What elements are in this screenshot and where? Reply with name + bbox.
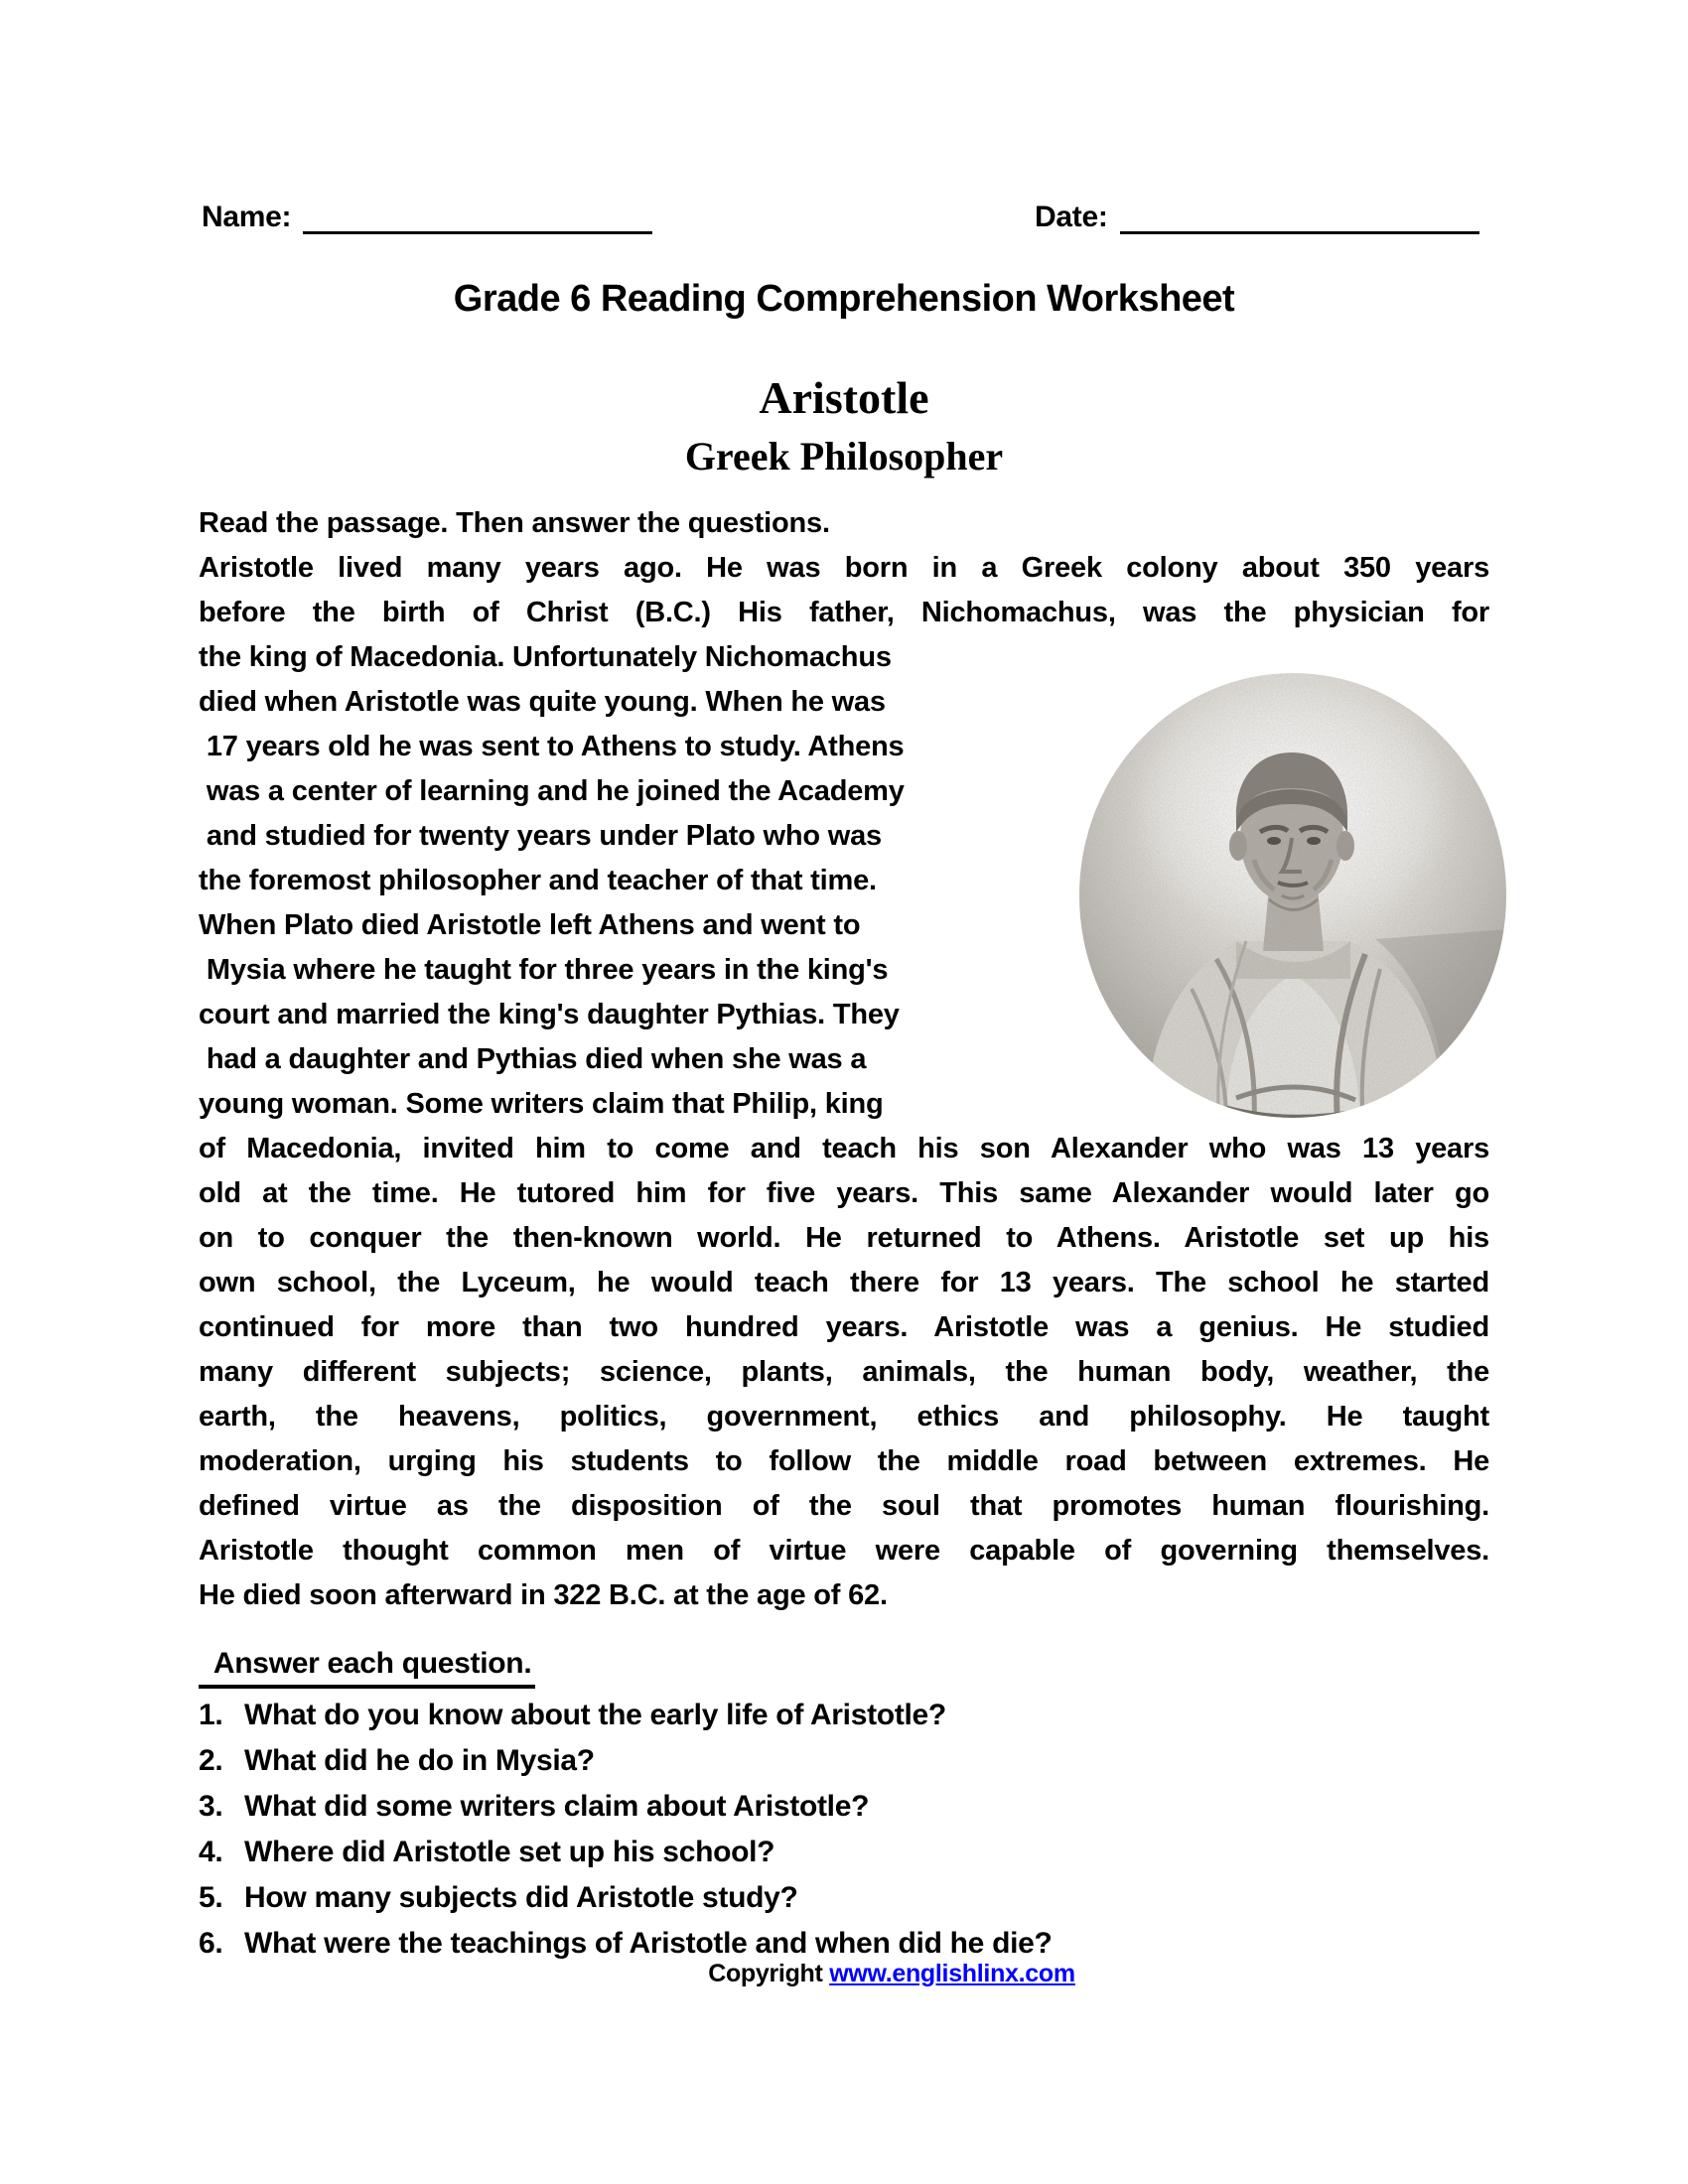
passage-line: young woman. Some writers claim that Philip, king <box>199 1088 884 1120</box>
passage-line: died when Aristotle was quite young. When he was <box>199 686 886 718</box>
question-row-5 <box>199 1875 1489 1921</box>
passage-line: When Plato died Aristotle left Athens and went to <box>199 909 861 941</box>
copyright-link[interactable]: www.englishlinx.com <box>829 1960 1075 1987</box>
question-row-2 <box>199 1738 1489 1784</box>
question-number: 3. <box>199 1790 223 1823</box>
date-field-block <box>1035 201 1479 234</box>
question-number: 5. <box>199 1881 223 1914</box>
passage-line: of Macedonia, invited him to come and teach his son Alexander who was 13 years <box>199 1133 1489 1164</box>
answer-heading: Answer each question. <box>199 1643 535 1689</box>
passage-title: Aristotle <box>759 372 929 423</box>
question-text: Where did Aristotle set up his school? <box>244 1836 775 1868</box>
question-text: What did he do in Mysia? <box>244 1744 595 1777</box>
passage-line: He died soon afterward in 322 B.C. at the age of 62. <box>199 1579 888 1611</box>
worksheet-title: Grade 6 Reading Comprehension Worksheet <box>453 278 1235 320</box>
passage-instructions: Read the passage. Then answer the questions. <box>199 507 830 539</box>
passage-subtitle: Greek Philosopher <box>684 434 1004 478</box>
question-row-1 <box>199 1693 1489 1738</box>
copyright-label: Copyright <box>708 1960 823 1987</box>
name-field-block <box>202 201 652 234</box>
name-label: Name: <box>202 201 292 233</box>
question-row-3 <box>199 1784 1489 1830</box>
question-text: What were the teachings of Aristotle and when did he die? <box>244 1927 1053 1960</box>
date-blank-line <box>1120 202 1479 234</box>
date-label: Date: <box>1035 201 1108 233</box>
question-number: 1. <box>199 1699 223 1731</box>
question-number: 6. <box>199 1927 223 1960</box>
passage-line: earth, the heavens, politics, government, ethics and philosophy. He taught <box>199 1401 1489 1433</box>
passage-line: court and married the king's daughter Pythias. They <box>199 999 900 1030</box>
passage-line: the foremost philosopher and teacher of that time. <box>199 865 877 896</box>
question-number: 4. <box>199 1836 223 1868</box>
questions-section <box>199 1643 1489 1967</box>
passage-line: on to conquer the then-known world. He returned to Athens. Aristotle set up his <box>199 1222 1489 1254</box>
question-number: 2. <box>199 1744 223 1777</box>
aristotle-portrait-image <box>1077 671 1509 1120</box>
passage-line: old at the time. He tutored him for five years. This same Alexander would later go <box>199 1177 1489 1209</box>
passage-line: had a daughter and Pythias died when she was a <box>199 1043 867 1075</box>
passage-line: continued for more than two hundred years. Aristotle was a genius. He studied <box>199 1311 1489 1343</box>
question-text: What did some writers claim about Aristotle? <box>244 1790 870 1823</box>
question-row-4 <box>199 1830 1489 1875</box>
passage-line: before the birth of Christ (B.C.) His father, Nichomachus, was the physician for <box>199 597 1489 628</box>
passage-line: Aristotle thought common men of virtue were capable of governing themselves. <box>199 1535 1489 1567</box>
aristotle-bust-engraving-icon <box>1077 671 1509 1120</box>
passage-line: and studied for twenty years under Plato who was <box>199 820 882 852</box>
passage-line: moderation, urging his students to follow the middle road between extremes. He <box>199 1445 1489 1477</box>
passage-line: the king of Macedonia. Unfortunately Nichomachus <box>199 641 892 673</box>
question-text: What do you know about the early life of Aristotle? <box>244 1699 946 1731</box>
passage-line: Mysia where he taught for three years in the king's <box>199 954 889 986</box>
name-blank-line <box>303 202 652 234</box>
passage-line: own school, the Lyceum, he would teach there for 13 years. The school he started <box>199 1267 1489 1298</box>
passage-line: was a center of learning and he joined the Academy <box>199 775 905 807</box>
passage-line: defined virtue as the disposition of the soul that promotes human flourishing. <box>199 1490 1489 1522</box>
header-fill-row <box>0 201 1688 250</box>
footer <box>0 1960 1688 1988</box>
question-text: How many subjects did Aristotle study? <box>244 1881 798 1914</box>
passage-line: many different subjects; science, plants, animals, the human body, weather, the <box>199 1356 1489 1388</box>
passage-line: Aristotle lived many years ago. He was born in a Greek colony about 350 years <box>199 552 1489 584</box>
passage-line: 17 years old he was sent to Athens to study. Athens <box>199 731 905 762</box>
